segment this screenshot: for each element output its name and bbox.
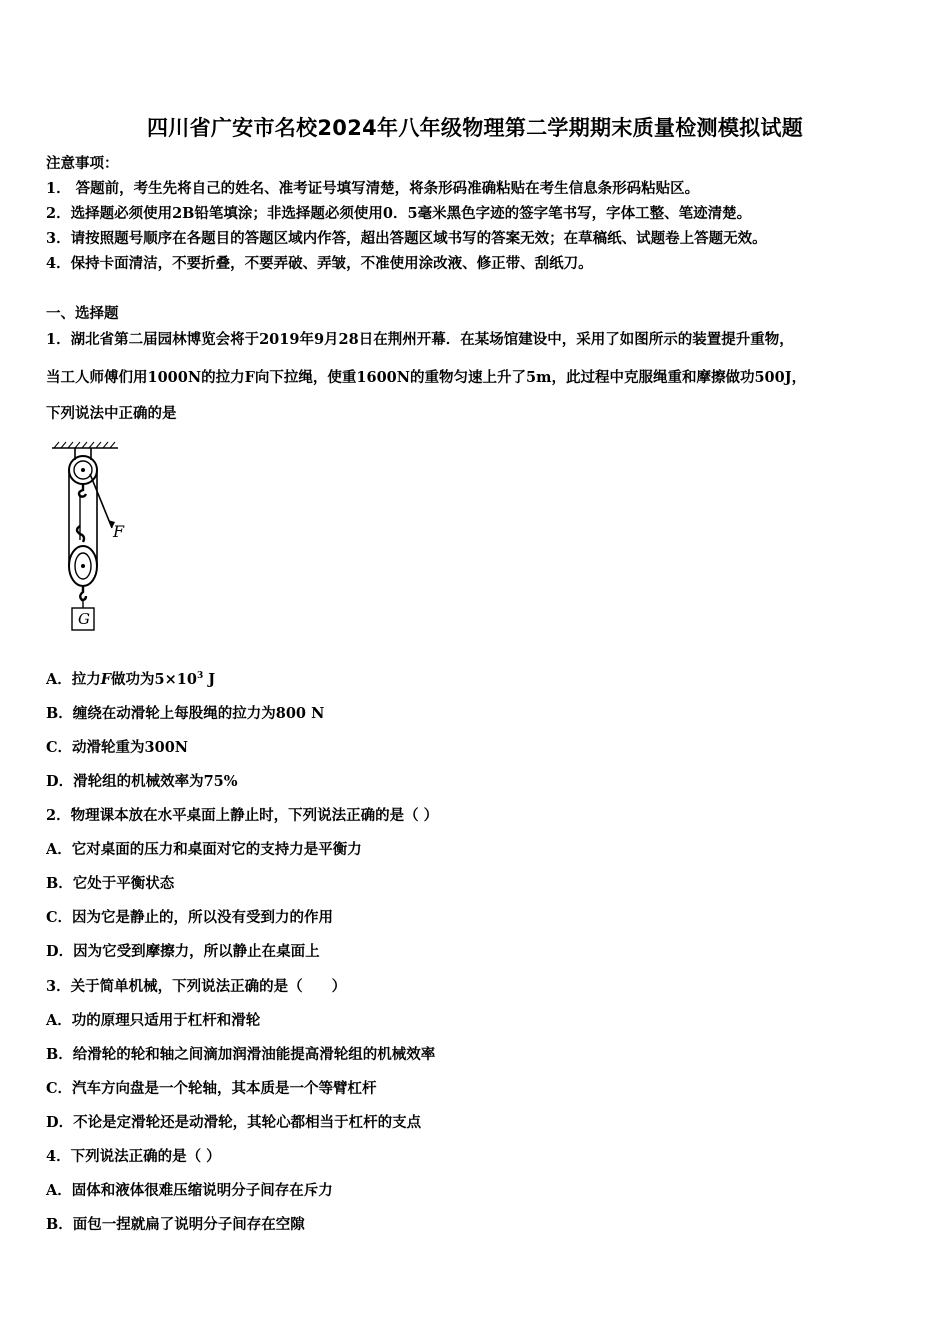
notice-item: 1． 答题前，考生先将自己的姓名、准考证号填写清楚，将条形码准确粘贴在考生信息条形码粘贴区。 [46,180,700,197]
question-2-option-d: D．因为它受到摩擦力，所以静止在桌面上 [46,943,320,960]
question-2-option-b: B．它处于平衡状态 [46,875,175,892]
question-1-option-b: B．缠绕在动滑轮上每股绳的拉力为800 N [46,705,325,722]
question-4-stem: 4．下列说法正确的是（ ） [46,1148,221,1165]
question-2-option-c: C．因为它是静止的，所以没有受到力的作用 [46,909,334,926]
question-1-stem-line-3: 下列说法中正确的是 [46,405,177,422]
question-1-stem-line-1: 1．湖北省第二届园林博览会将于2019年9月28日在荆州开幕．在某场馆建设中，采用了如图所示的装置提升重物， [46,331,794,348]
force-label: F [113,522,125,541]
question-3-stem: 3．关于简单机械，下列说法正确的是（ ） [46,978,347,995]
question-3-option-c: C．汽车方向盘是一个轮轴，其本质是一个等臂杠杆 [46,1080,377,1097]
notice-item: 4．保持卡面清洁，不要折叠，不要弄破、弄皱，不准使用涂改液、修正带、刮纸刀。 [46,255,593,272]
question-3-option-a: A．功的原理只适用于杠杆和滑轮 [46,1012,261,1029]
question-1-option-d: D．滑轮组的机械效率为75% [46,773,238,790]
pulley-system-figure [50,438,130,638]
question-1-option-c: C．动滑轮重为300N [46,739,189,756]
question-4-option-b: B．面包一捏就扁了说明分子间存在空隙 [46,1216,305,1233]
question-2-stem: 2．物理课本放在水平桌面上静止时，下列说法正确的是（ ） [46,807,439,824]
page-title: 四川省广安市名校2024年八年级物理第二学期期末质量检测模拟试题 [146,116,804,140]
question-3-option-d: D．不论是定滑轮还是动滑轮，其轮心都相当于杠杆的支点 [46,1114,422,1131]
notice-item: 2．选择题必须使用2B铅笔填涂；非选择题必须使用0．5毫米黑色字迹的签字笔书写，字体工整、笔迹清楚。 [46,205,752,222]
section-heading: 一、选择题 [46,305,119,322]
question-1-stem-line-2: 当工人师傅们用1000N的拉力F向下拉绳，使重1600N的重物匀速上升了5m，此过程中克服绳重和摩擦做功500J， [46,369,807,386]
notice-item: 3．请按照题号顺序在各题目的答题区域内作答，超出答题区域书写的答案无效；在草稿纸、试题卷上答题无效。 [46,230,767,247]
weight-label: G [78,610,90,628]
question-1-option-a: A．拉力F做功为$5\times 10^3$ J [46,671,216,688]
question-3-option-b: B．给滑轮的轮和轴之间滴加润滑油能提高滑轮组的机械效率 [46,1046,436,1063]
question-4-option-a: A．固体和液体很难压缩说明分子间存在斥力 [46,1182,333,1199]
notice-heading: 注意事项： [46,155,119,172]
question-2-option-a: A．它对桌面的压力和桌面对它的支持力是平衡力 [46,841,362,858]
